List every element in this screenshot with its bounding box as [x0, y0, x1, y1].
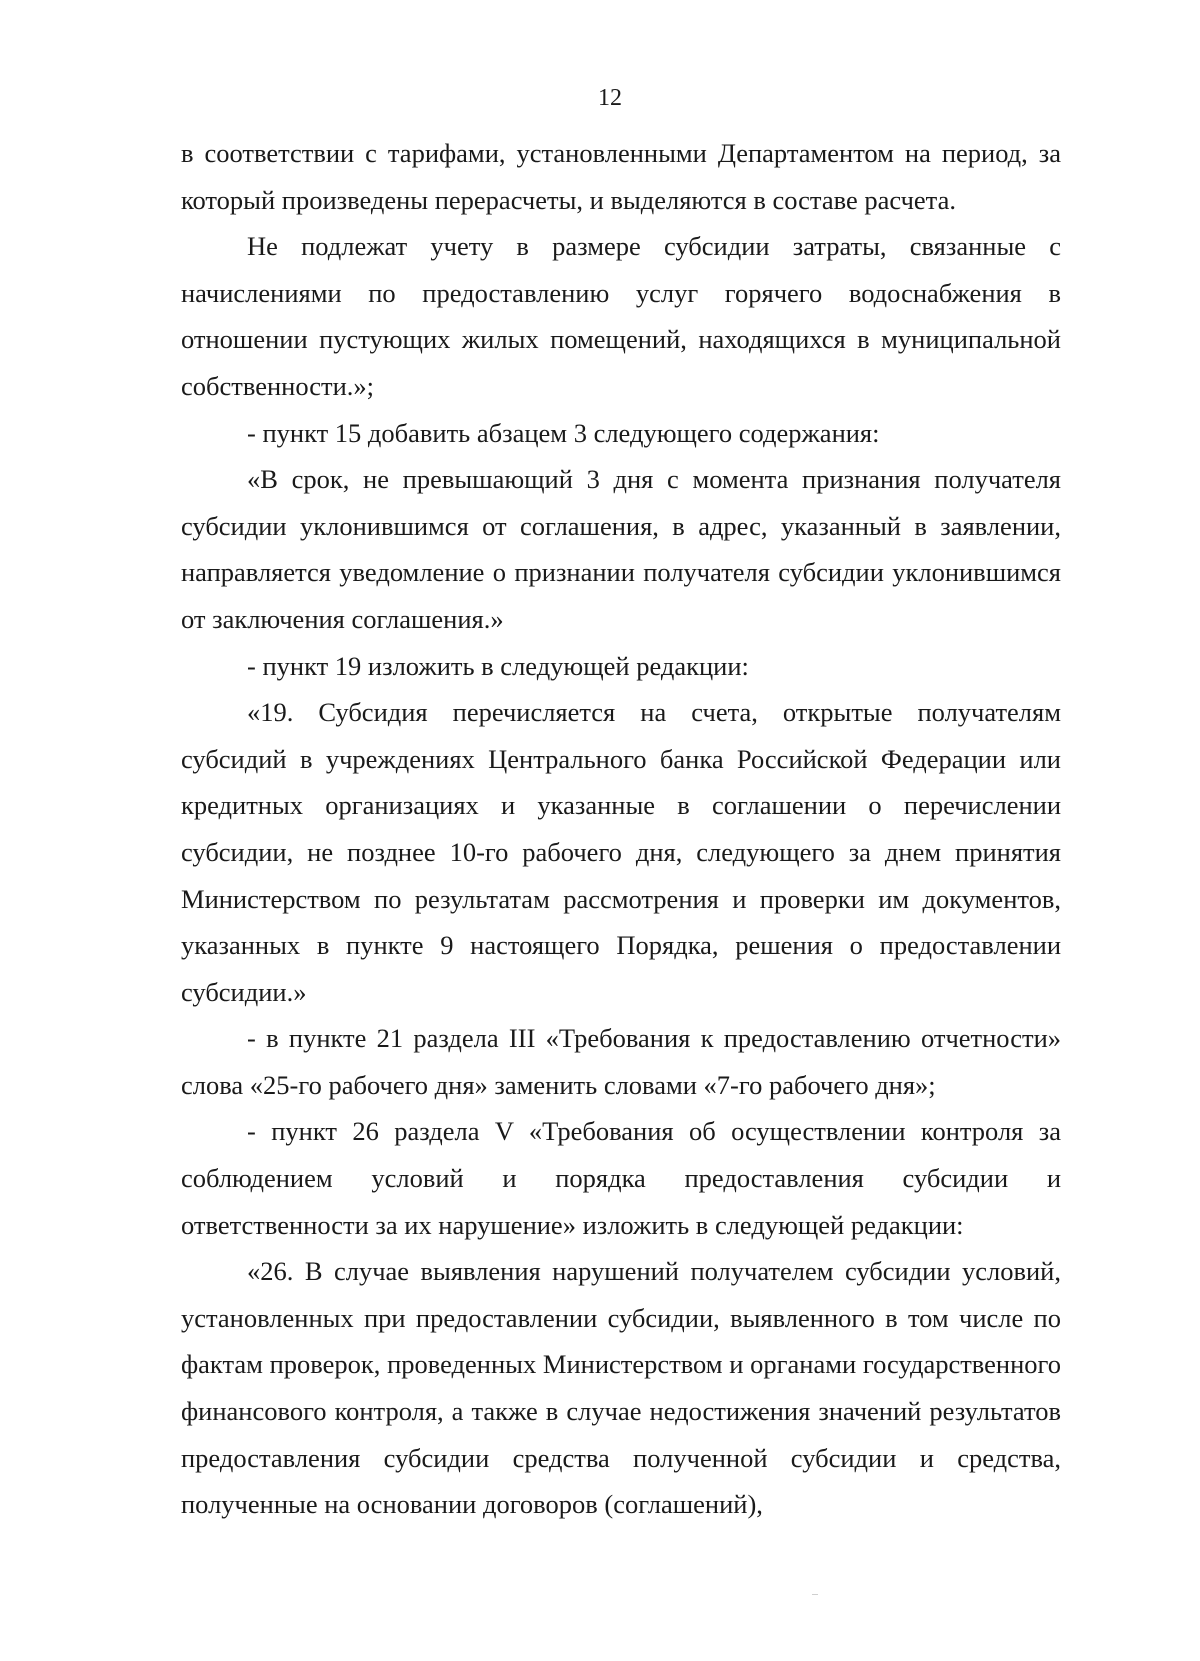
paragraph-2: Не подлежат учету в размере субсидии затраты, связанные с начислениями по предоставлению услуг горячего водоснабжения в отношении пустующих жилых помещений, находящихся в муниципальной собственности.»;: [181, 231, 1061, 401]
scan-artifact: [812, 1594, 818, 1595]
paragraph-6: «19. Субсидия перечисляется на счета, открытые получателям субсидий в учреждениях Центрального банка Российской Федерации или кредитных организациях и указанные в соглашении о перечислении субсидии, не позднее 10-го рабочего дня, следующего за днем принятия Министерством по результатам рассмотрения и проверки им документов, указанных в пункте 9 настоящего Порядка, решения о предоставлении субсидии.»: [181, 697, 1061, 1007]
paragraph-9: «26. В случае выявления нарушений получателем субсидии условий, установленных при предоставлении субсидии, выявленного в том числе по фактам проверок, проведенных Министерством и органами государственного финансового контроля, а также в случае недостижения значений результатов предоставления субсидии средства полученной субсидии и средства, полученные на основании договоров (соглашений),: [181, 1256, 1061, 1520]
paragraph-1: в соответствии с тарифами, установленными Департаментом на период, за который произведены перерасчеты, и выделяются в составе расчета.: [181, 138, 1061, 215]
paragraph-5: - пункт 19 изложить в следующей редакции:: [247, 650, 749, 681]
paragraph-8: - пункт 26 раздела V «Требования об осуществлении контроля за соблюдением условий и порядка предоставления субсидии и ответственности за их нарушение» изложить в следующей редакции:: [181, 1116, 1061, 1240]
page-number: 12: [598, 85, 622, 111]
document-body: [181, 130, 1061, 1528]
paragraph-4: «В срок, не превышающий 3 дня с момента признания получателя субсидии уклонившимся от соглашения, в адрес, указанный в заявлении, направляется уведомление о признании получателя субсидии уклонившимся от заключения соглашения.»: [181, 464, 1061, 634]
paragraph-3: - пункт 15 добавить абзацем 3 следующего содержания:: [247, 417, 880, 448]
paragraph-7: - в пункте 21 раздела III «Требования к предоставлению отчетности» слова «25-го рабочего дня» заменить словами «7-го рабочего дня»;: [181, 1023, 1061, 1100]
